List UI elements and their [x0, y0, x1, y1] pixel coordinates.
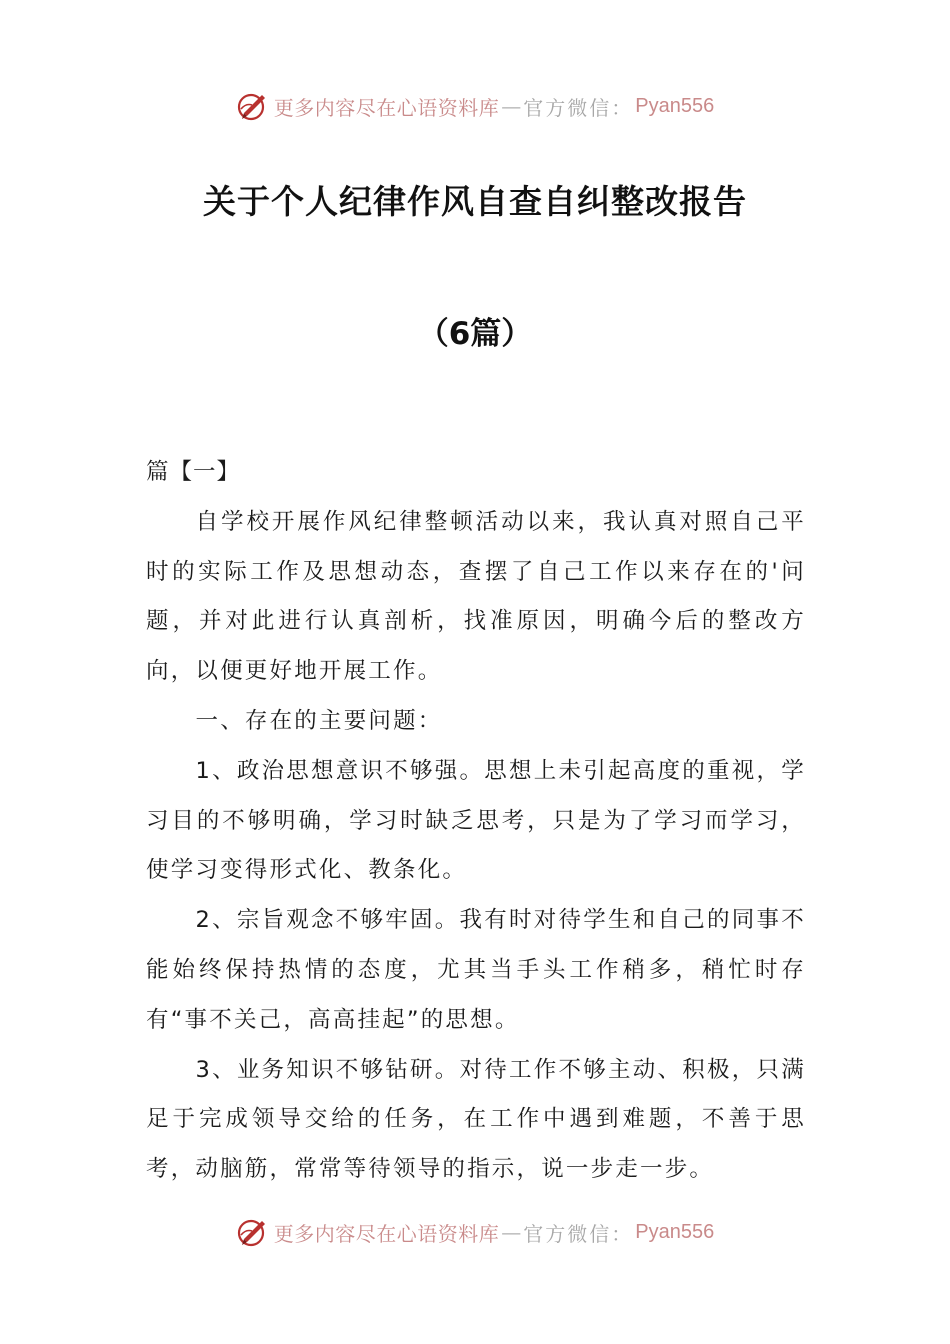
pen-logo-icon — [236, 89, 270, 123]
wechat-handle: Pyan556 — [635, 94, 715, 117]
banner-dash: — — [501, 1220, 522, 1244]
promo-text: 更多内容尽在心语资料库 — [273, 95, 500, 120]
promo-text: 更多内容尽在心语资料库 — [273, 1221, 500, 1246]
paragraph: 2、宗旨观念不够牢固。我有时对待学生和自己的同事不能始终保持热情的态度，尤其当手头工作稍多，稍忙时存有“事不关己，高高挂起”的思想。 — [146, 907, 806, 1033]
paragraph: 3、业务知识不够钻研。对待工作不够主动、积极，只满足于完成领导交给的任务，在工作中遇到难题，不善于思考，动脑筋，常常等待领导的指示，说一步走一步。 — [146, 1056, 806, 1183]
wechat-label: 官方微信： — [523, 95, 634, 120]
document-title: 关于个人纪律作风自查自纠整改报告 — [203, 182, 747, 221]
header-banner — [0, 84, 950, 128]
wechat-handle: Pyan556 — [635, 1220, 715, 1243]
wechat-label: 官方微信： — [523, 1221, 634, 1246]
document-subtitle: （6篇） — [417, 316, 533, 352]
banner-dash: — — [501, 94, 522, 118]
paragraph: 自学校开展作风纪律整顿活动以来，我认真对照自己平时的实际工作及思想动态，查摆了自己工作以来存在的'问题，并对此进行认真剖析，找准原因，明确今后的整改方向，以便更好地开展工作。 — [146, 508, 806, 685]
section-label: 篇【一】 — [146, 459, 241, 485]
document-body — [146, 448, 806, 1195]
footer-banner — [0, 1210, 950, 1254]
pen-logo-icon — [236, 1215, 270, 1249]
paragraph: 一、存在的主要问题： — [195, 707, 443, 734]
paragraph: 1、政治思想意识不够强。思想上未引起高度的重视，学习目的不够明确，学习时缺乏思考，只是为了学习而学习，使学习变得形式化、教条化。 — [146, 757, 806, 884]
